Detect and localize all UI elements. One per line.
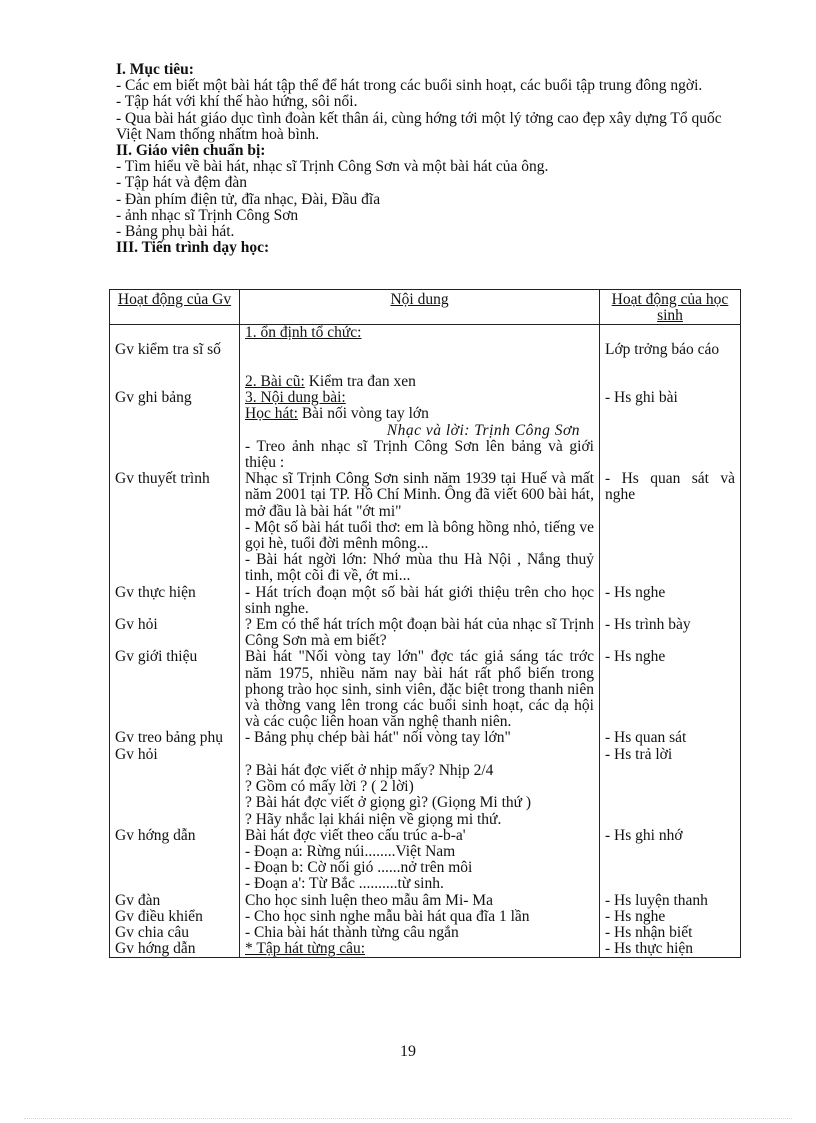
intro-line: - Qua bài hát giáo dục tình đoàn kết thân ái, cùng hớng tới một lý tởng cao đẹp xây dựng Tổ quốc Việt Nam thống nhấtm hoà bình. [116, 109, 722, 143]
student-activity-cell: - Hs thực hiện [600, 941, 741, 958]
content-text: ? Bài hát đợc viết ở nhịp mấy? Nhịp 2/4 [245, 761, 494, 779]
content-cell [240, 390, 600, 471]
page-bottom-divider [24, 1118, 792, 1119]
table-row [110, 925, 741, 941]
teacher-activity-cell [110, 374, 240, 390]
teacher-activity-cell: Gv hớng dẫn [110, 828, 240, 893]
table-row [110, 747, 741, 828]
content-text: ? Em có thể hát trích một đoạn bài hát của nhạc sĩ Trịnh Công Sơn mà em biết? [245, 616, 594, 650]
content-text: Nhạc sĩ Trịnh Công Sơn sinh năm 1939 tại Huế và mất năm 2001 tại TP. Hồ Chí Minh. Ông đã viết 600 bài hát, mở đầu là bài hát "ớt mi" [245, 470, 594, 520]
content-cell [240, 909, 600, 925]
teacher-activity-cell: Gv hớng dẫn [110, 941, 240, 958]
content-text: - Cho học sinh nghe mẫu bài hát qua đĩa 1 lần [245, 907, 530, 925]
content-line [245, 828, 594, 844]
content-cell [240, 374, 600, 390]
content-text: - Hát trích đoạn một số bài hát giới thiệu trên cho học sinh nghe. [245, 583, 594, 617]
content-line [245, 520, 594, 552]
content-label: Học hát: [245, 405, 298, 423]
content-cell [240, 649, 600, 730]
content-line [245, 471, 594, 520]
table-row [110, 649, 741, 730]
content-label: 1. ổn định tổ chức: [245, 324, 362, 342]
content-line [245, 730, 594, 746]
student-activity-cell: - Hs nghe [600, 649, 741, 730]
content-text: ? Gồm có mấy lời ? ( 2 lời) [245, 778, 414, 796]
content-line [245, 812, 594, 828]
content-text: - Đoạn a': Từ Bắc ..........từ sinh. [245, 875, 444, 893]
teacher-activity-cell: Gv hỏi [110, 747, 240, 828]
content-text: Kiểm tra đan xen [304, 373, 416, 391]
student-activity-cell: - Hs nghe [600, 909, 741, 925]
content-cell [240, 941, 600, 958]
student-activity-cell [600, 374, 741, 390]
content-line [245, 406, 594, 422]
table-body [110, 325, 741, 958]
table-row [110, 909, 741, 925]
content-label: * Tập hát từng câu: [245, 940, 366, 958]
student-activity-cell [600, 325, 741, 342]
content-label: 2. Bài cũ: [245, 373, 305, 391]
content-cell [240, 342, 600, 374]
teacher-activity-cell: Gv chia câu [110, 925, 240, 941]
content-line [245, 747, 594, 763]
section-heading: III. Tiến trình dạy học: [116, 239, 270, 257]
content-text: Bài nối vòng tay lớn [297, 405, 429, 423]
content-text: - Bảng phụ chép bài hát" nối vòng tay lớn" [245, 729, 511, 747]
table-row [110, 390, 741, 471]
student-activity-cell: - Hs ghi bài [600, 390, 741, 471]
content-line [245, 909, 594, 925]
table-header-row [110, 290, 741, 325]
content-line [245, 374, 594, 390]
content-text: - Đoạn a: Rừng núi........Việt Nam [245, 842, 456, 860]
table-row [110, 325, 741, 342]
content-text: Bài hát "Nối vòng tay lớn" đợc tác giả sáng tác trớc năm 1975, nhiều năm nay bài hát rất phổ biến trong phong trào học sinh, sinh viên, đặc biệt trong thanh niên và thờng vang lên trong các buổi sinh hoạt, các dạ hội và các cuộc liên hoan văn nghệ thanh niên. [245, 648, 594, 731]
table-row [110, 471, 741, 584]
student-activity-cell: - Hs trả lời [600, 747, 741, 828]
content-line [245, 860, 594, 876]
intro-line: - Đàn phím điện tử, đĩa nhạc, Đài, Đầu đĩa [116, 190, 381, 208]
table-row [110, 828, 741, 893]
content-label: 3. Nội dung bài: [245, 389, 346, 407]
content-text: - Đoạn b: Cờ nối gió ......nở trên môi [245, 859, 473, 877]
header-content: Nội dung [240, 290, 600, 325]
intro-line: - Tập hát và đệm đàn [116, 174, 247, 192]
content-line [245, 876, 594, 892]
student-activity-cell: - Hs nghe [600, 585, 741, 617]
content-text: ? Hãy nhắc lại khái niện về giọng mi thứ. [245, 810, 502, 828]
intro-line: - Tập hát với khí thế hào hứng, sôi nổi. [116, 93, 358, 111]
table-row [110, 374, 741, 390]
lesson-intro [116, 62, 746, 256]
teacher-activity-cell: Gv hỏi [110, 617, 240, 649]
intro-line: - Bảng phụ bài hát. [116, 223, 235, 241]
content-line [245, 844, 594, 860]
content-line [245, 552, 594, 584]
student-activity-cell: - Hs ghi nhớ [600, 828, 741, 893]
content-text: Cho học sinh luện theo mẫu âm Mi- Ma [245, 891, 493, 909]
content-line [245, 325, 594, 341]
content-line [245, 893, 594, 909]
content-cell [240, 730, 600, 746]
content-text: - Chia bài hát thành từng câu ngắn [245, 923, 459, 941]
teacher-activity-cell: Gv điều khiển [110, 909, 240, 925]
content-cell [240, 828, 600, 893]
content-line [245, 763, 594, 779]
page-number: 19 [400, 1043, 416, 1060]
table-row [110, 941, 741, 958]
content-line [245, 941, 594, 957]
student-activity-cell: - Hs quan sát và nghe [600, 471, 741, 584]
student-activity-cell: - Hs nhận biết [600, 925, 741, 941]
table-row [110, 342, 741, 374]
student-activity-cell: - Hs trình bày [600, 617, 741, 649]
content-line [245, 342, 594, 358]
teacher-activity-cell: Gv kiểm tra sĩ số [110, 342, 240, 374]
content-cell [240, 925, 600, 941]
content-line [245, 390, 594, 406]
teacher-activity-cell: Gv thuyết trình [110, 471, 240, 584]
content-text: ? Bài hát đợc viết ở giọng gì? (Giọng Mi thứ ) [245, 794, 532, 812]
section-heading: II. Giáo viên chuẩn bị: [116, 142, 266, 160]
student-activity-cell: Lớp trởng báo cáo [600, 342, 741, 374]
content-cell [240, 617, 600, 649]
teacher-activity-cell [110, 325, 240, 342]
intro-line: - Các em biết một bài hát tập thể để hát trong các buổi sinh hoạt, các buổi tập trung đông ngời. [116, 77, 703, 95]
intro-line: - Tìm hiểu về bài hát, nhạc sĩ Trịnh Công Sơn và một bài hát của ông. [116, 158, 549, 176]
content-line [245, 779, 594, 795]
content-cell [240, 747, 600, 828]
section-heading: I. Mục tiêu: [116, 61, 194, 78]
content-text: - Treo ảnh nhạc sĩ Trịnh Công Sơn lên bảng và giới thiệu : [245, 437, 594, 472]
teacher-activity-cell: Gv giới thiệu [110, 649, 240, 730]
content-line [245, 585, 594, 617]
content-text: - Bài hát ngời lớn: Nhớ mùa thu Hà Nội , Nắng thuỷ tinh, một cõi đi về, ớt mi... [245, 551, 594, 585]
table-row [110, 730, 741, 746]
content-line [245, 925, 594, 941]
content-cell [240, 325, 600, 342]
intro-line: - ảnh nhạc sĩ Trịnh Công Sơn [116, 206, 299, 224]
teacher-activity-cell: Gv đàn [110, 893, 240, 909]
content-text: - Một số bài hát tuổi thơ: em là bông hồng nhỏ, tiếng ve gọi hè, tuổi đời mênh mông... [245, 518, 594, 553]
lesson-table [109, 289, 741, 958]
content-cell [240, 471, 600, 584]
table-row [110, 893, 741, 909]
header-student-activity: Hoạt động của học sinh [600, 290, 741, 325]
content-text: Bài hát đợc viết theo cấu trúc a-b-a' [245, 826, 466, 844]
teacher-activity-cell: Gv ghi bảng [110, 390, 240, 471]
table-row [110, 585, 741, 617]
content-line [245, 423, 594, 439]
content-line [245, 649, 594, 730]
teacher-activity-cell: Gv thực hiện [110, 585, 240, 617]
content-line [245, 795, 594, 811]
content-cell [240, 893, 600, 909]
header-teacher-activity: Hoạt động của Gv [110, 290, 240, 325]
content-cell [240, 585, 600, 617]
content-line [245, 439, 594, 471]
student-activity-cell: - Hs quan sát [600, 730, 741, 746]
content-line [245, 358, 594, 374]
teacher-activity-cell: Gv treo bảng phụ [110, 730, 240, 746]
content-line [245, 617, 594, 649]
student-activity-cell: - Hs luyện thanh [600, 893, 741, 909]
table-row [110, 617, 741, 649]
content-text: Nhạc và lời: Trịnh Công Sơn [386, 421, 580, 439]
